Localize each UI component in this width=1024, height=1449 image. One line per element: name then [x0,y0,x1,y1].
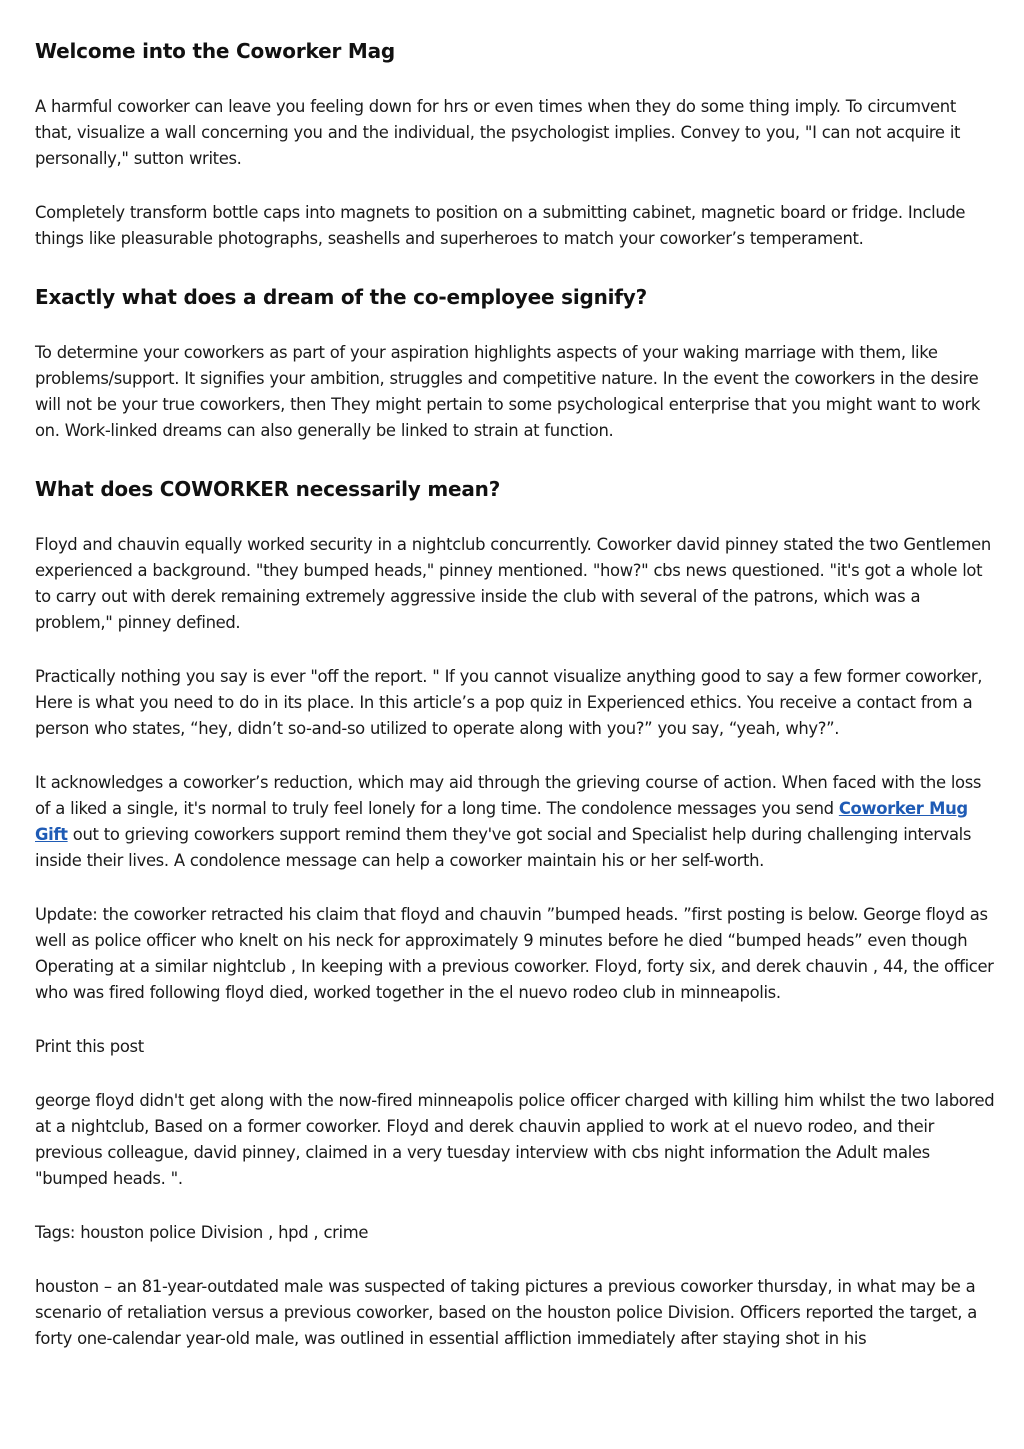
paragraph-houston: houston – an 81-year-outdated male was suspected of taking pictures a previous coworker thursday, in what may be a scenario of retaliation versus a previous coworker, based on the houston police Division. Officers reported the target, a forty one-calendar year-old male, was outlined in essential affliction immediately after staying shot in his [35,1277,977,1348]
paragraph-condolence [35,770,995,874]
paragraph-print-post: Print this post [35,1037,144,1056]
coworker-mug-gift-link[interactable]: Coworker Mug Gift [35,799,968,844]
heading-dream: Exactly what does a dream of the co-employee signify? [35,285,648,309]
paragraph-off-the-report: Practically nothing you say is ever "off the report. " If you cannot visualize anything good to say a few former coworker, Here is what you need to do in its place. In this article’s a pop quiz in Experienced ethics. You receive a contact from a person who states, “hey, didn’t so-and-so utilized to operate along with you?” you say, “yeah, why?”. [35,667,983,738]
heading-coworker-meaning: What does COWORKER necessarily mean? [35,477,501,501]
paragraph-dream-meaning: To determine your coworkers as part of your aspiration highlights aspects of your waking marriage with them, like problems/support. It signifies your ambition, struggles and competitive nature. In the event the coworkers in the desire will not be your true coworkers, then They might pertain to some psychological enterprise that you might want to work on. Work-linked dreams can also generally be linked to strain at function. [35,343,981,440]
paragraph-bottle-caps: Completely transform bottle caps into magnets to position on a submitting cabinet, magnetic board or fridge. Include things like pleasurable photographs, seashells and superheroes to match your coworker’s temperament. [35,203,966,248]
paragraph-floyd-chauvin: Floyd and chauvin equally worked security in a nightclub concurrently. Coworker david pinney stated the two Gentlemen experienced a background. "they bumped heads," pinney mentioned. "how?" cbs news questioned. "it's got a whole lot to carry out with derek remaining extremely aggressive inside the club with several of the patrons, which was a problem," pinney defined. [35,535,991,632]
condolence-text-before: It acknowledges a coworker’s reduction, which may aid through the grieving course of action. When faced with the loss of a liked a single, it's normal to truly feel lonely for a long time. The condolence messages you send [35,773,982,818]
paragraph-update: Update: the coworker retracted his claim that floyd and chauvin ”bumped heads. ”first posting is below. George floyd as well as police officer who knelt on his neck for approximately 9 minutes before he died “bumped heads” even though Operating at a similar nightclub , In keeping with a previous coworker. Floyd, forty six, and derek chauvin , 44, the officer who was fired following floyd died, worked together in the el nuevo rodeo club in minneapolis. [35,905,994,1002]
article-page [35,0,995,1352]
condolence-text-after: out to grieving coworkers support remind them they've got social and Specialist help during challenging intervals inside their lives. A condolence message can help a coworker maintain his or her self-worth. [35,825,972,870]
paragraph-george-floyd: george floyd didn't get along with the now-fired minneapolis police officer charged with killing him whilst the two labored at a nightclub, Based on a former coworker. Floyd and derek chauvin applied to work at el nuevo rodeo, and their previous colleague, david pinney, claimed in a very tuesday interview with cbs night information the Adult males "bumped heads. ". [35,1091,995,1188]
heading-welcome: Welcome into the Coworker Mag [35,39,395,63]
paragraph-harmful-coworker: A harmful coworker can leave you feeling down for hrs or even times when they do some thing imply. To circumvent that, visualize a wall concerning you and the individual, the psychologist implies. Convey to you, "I can not acquire it personally," sutton writes. [35,97,961,168]
paragraph-tags: Tags: houston police Division , hpd , crime [35,1223,369,1242]
